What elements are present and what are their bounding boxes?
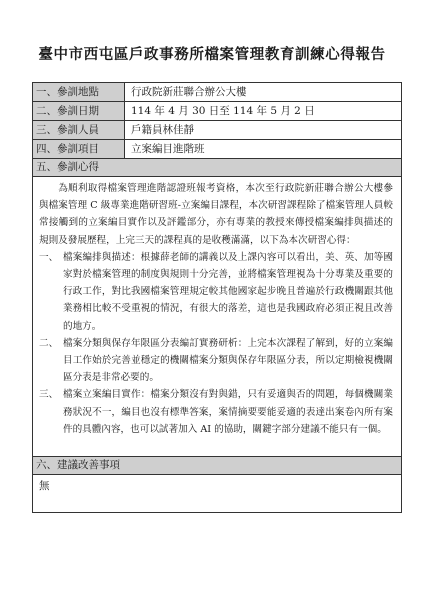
reflection-intro: 為順利取得檔案管理進階認證班報考資格，本次至行政院新莊聯合辦公大樓參與檔案管理 C 級專業進階研習班-立案編目課程，本次研習課程除了檔案管理人員較常接觸到的立案編目實作以及評鑑部分，亦有專業的教授來傳授檔案編排與描述的規則及發展歷程，上完三天的課程真的是收穫滿滿，以下為本次研習心得： xyxy=(39,183,393,246)
field-value: 戶籍員林佳靜 xyxy=(131,124,194,136)
field-row-date xyxy=(33,102,401,121)
field-label: 二、參訓日期 xyxy=(33,102,125,120)
reflection-item xyxy=(39,249,393,335)
item-number: 一、 xyxy=(39,251,59,263)
field-value: 行政院新莊聯合辦公大樓 xyxy=(131,86,247,98)
item-number: 二、 xyxy=(39,337,59,349)
reflection-body xyxy=(33,177,401,457)
report-form xyxy=(32,82,402,513)
item-number: 三、 xyxy=(39,389,59,401)
field-row-location xyxy=(33,83,401,102)
field-label: 四、參訓項目 xyxy=(33,140,125,158)
field-row-course xyxy=(33,140,401,159)
suggestions-text: 無 xyxy=(39,480,50,492)
field-value: 立案編目進階班 xyxy=(131,143,205,155)
item-text: 檔案立案編目實作：檔案分類沒有對與錯，只有妥適與否的問題，每個機關業務狀況不一，編目也沒有標準答案，案情摘要要能妥適的表達出案卷內所有案件的具體內容，也可以試著加入 AI 的協助，關鍵字部分建議不能只有一個。 xyxy=(63,389,393,435)
field-label: 三、參訓人員 xyxy=(33,121,125,139)
field-row-participant xyxy=(33,121,401,140)
field-value: 114 年 4 月 30 日至 114 年 5 月 2 日 xyxy=(131,105,315,117)
reflection-heading: 五、參訓心得 xyxy=(33,159,401,177)
suggestions-heading: 六、建議改善事項 xyxy=(33,457,401,475)
reflection-item xyxy=(39,386,393,438)
item-text: 檔案編排與描述：根據薛老師的講義以及上課內容可以看出，美、英、加等國家對於檔案管理的制度與規則十分完善，並將檔案管理視為十分專業及重要的行政工作，對比我國檔案管理規定較其他國家起步晚且普遍於行政機關跟其他業務相比較不受重視的情況，有很大的落差，這也是我國政府必須正視且改善的地方。 xyxy=(63,251,393,332)
item-text: 檔案分類與保存年限區分表編訂實務研析：上完本次課程了解到，好的立案編目工作始於完善並穩定的機關檔案分類與保存年限區分表，所以定期檢視機關區分表是非常必要的。 xyxy=(63,337,393,384)
reflection-item xyxy=(39,335,393,387)
report-title: 臺中市西屯區戶政事務所檔案管理教育訓練心得報告 xyxy=(38,46,386,63)
field-label: 一、參訓地點 xyxy=(33,83,125,101)
